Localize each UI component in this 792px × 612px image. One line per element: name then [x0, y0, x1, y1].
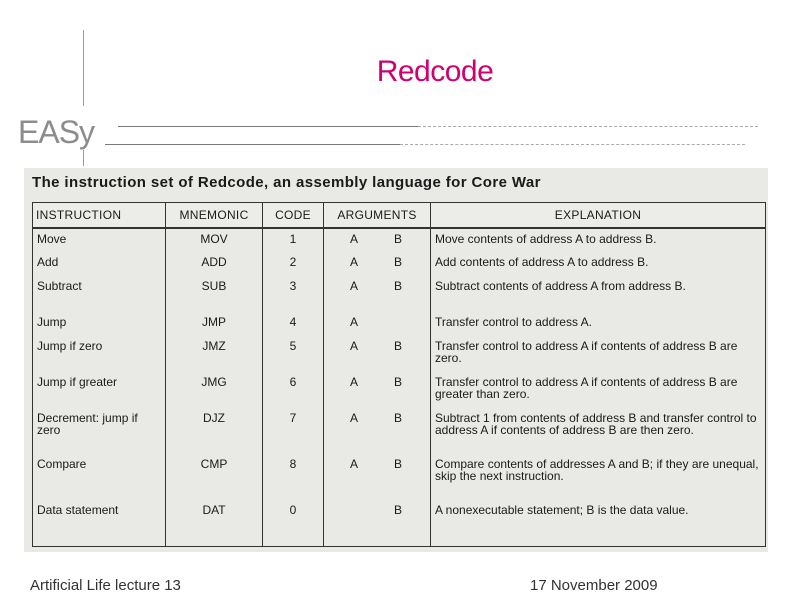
- cell-instruction: Data statement: [33, 500, 166, 546]
- cell-explanation: Move contents of address A to address B.: [431, 228, 766, 252]
- argument-b: B: [394, 279, 403, 293]
- col-mnemonic: MNEMONIC: [166, 203, 263, 229]
- easy-logo: EASy: [18, 114, 95, 150]
- arguments-pair: [328, 504, 426, 516]
- cell-instruction: Add: [33, 252, 166, 276]
- cell-code: 2: [263, 252, 324, 276]
- cell-mnemonic: DAT: [166, 500, 263, 546]
- argument-a: [350, 504, 360, 516]
- cell-arguments: [324, 276, 431, 312]
- argument-a: A: [350, 255, 359, 269]
- argument-b: B: [394, 457, 403, 471]
- arguments-pair: [328, 458, 426, 470]
- cell-explanation: Transfer control to address A if contents of address B are zero.: [431, 336, 766, 372]
- table-row: [33, 276, 766, 312]
- table-row: [33, 500, 766, 546]
- cell-instruction: Subtract: [33, 276, 166, 312]
- cell-explanation: Subtract contents of address A from address B.: [431, 276, 766, 312]
- cell-arguments: [324, 372, 431, 408]
- argument-a: A: [350, 375, 359, 389]
- cell-arguments: [324, 228, 431, 252]
- col-code: CODE: [263, 203, 324, 229]
- argument-b: B: [394, 375, 403, 389]
- cell-mnemonic: SUB: [166, 276, 263, 312]
- cell-code: 1: [263, 228, 324, 252]
- cell-instruction: Jump if greater: [33, 372, 166, 408]
- col-explanation: EXPLANATION: [431, 203, 766, 229]
- cell-code: 4: [263, 312, 324, 336]
- arguments-pair: [328, 340, 426, 352]
- arguments-pair: [328, 280, 426, 292]
- argument-a: A: [350, 232, 359, 246]
- cell-code: 0: [263, 500, 324, 546]
- cell-mnemonic: MOV: [166, 228, 263, 252]
- cell-instruction: Jump: [33, 312, 166, 336]
- argument-b: B: [394, 411, 403, 425]
- col-arguments: ARGUMENTS: [324, 203, 431, 229]
- cell-instruction: Compare: [33, 454, 166, 500]
- argument-b: B: [394, 232, 403, 246]
- cell-code: 7: [263, 408, 324, 454]
- cell-arguments: [324, 252, 431, 276]
- table-row: [33, 408, 766, 454]
- footer-lecture: Artificial Life lecture 13: [30, 577, 181, 594]
- cell-explanation: Transfer control to address A if contents of address B are greater than zero.: [431, 372, 766, 408]
- cell-arguments: [324, 336, 431, 372]
- cell-mnemonic: JMP: [166, 312, 263, 336]
- cell-mnemonic: DJZ: [166, 408, 263, 454]
- cell-arguments: [324, 454, 431, 500]
- header-rule-1-dashed: [418, 126, 758, 127]
- cell-mnemonic: JMG: [166, 372, 263, 408]
- argument-b: [394, 316, 404, 328]
- table-row: [33, 252, 766, 276]
- argument-b: B: [394, 255, 403, 269]
- header-divider-bottom: [83, 150, 84, 166]
- cell-mnemonic: JMZ: [166, 336, 263, 372]
- cell-mnemonic: ADD: [166, 252, 263, 276]
- argument-a: A: [350, 457, 359, 471]
- header-rule-1: [118, 126, 418, 127]
- cell-code: 3: [263, 276, 324, 312]
- cell-instruction: Move: [33, 228, 166, 252]
- table-row: [33, 228, 766, 252]
- argument-a: A: [350, 315, 359, 329]
- cell-explanation: Transfer control to address A.: [431, 312, 766, 336]
- argument-a: A: [350, 279, 359, 293]
- header-divider-top: [83, 30, 84, 106]
- cell-arguments: [324, 408, 431, 454]
- table-row: [33, 454, 766, 500]
- arguments-pair: [328, 316, 426, 328]
- cell-mnemonic: CMP: [166, 454, 263, 500]
- argument-b: B: [394, 503, 403, 517]
- scanned-table-image: [24, 168, 768, 552]
- cell-explanation: Add contents of address A to address B.: [431, 252, 766, 276]
- cell-explanation: Compare contents of addresses A and B; if they are unequal, skip the next instruction.: [431, 454, 766, 500]
- footer-date: 17 November 2009: [530, 577, 658, 594]
- cell-instruction: Decrement: jump if zero: [33, 408, 166, 454]
- cell-explanation: A nonexecutable statement; B is the data value.: [431, 500, 766, 546]
- arguments-pair: [328, 256, 426, 268]
- instruction-table: [32, 202, 766, 547]
- table-row: [33, 372, 766, 408]
- argument-b: B: [394, 339, 403, 353]
- cell-instruction: Jump if zero: [33, 336, 166, 372]
- header-rule-2-dashed: [400, 144, 745, 145]
- arguments-pair: [328, 412, 426, 424]
- cell-code: 6: [263, 372, 324, 408]
- arguments-pair: [328, 376, 426, 388]
- cell-explanation: Subtract 1 from contents of address B and transfer control to address A if contents of address B are then zero.: [431, 408, 766, 454]
- slide-title: Redcode: [376, 55, 494, 88]
- col-instruction: INSTRUCTION: [33, 203, 166, 229]
- argument-a: A: [350, 339, 359, 353]
- argument-a: A: [350, 411, 359, 425]
- cell-arguments: [324, 312, 431, 336]
- table-row: [33, 336, 766, 372]
- table-row: [33, 312, 766, 336]
- table-header-row: [33, 203, 766, 229]
- cell-code: 8: [263, 454, 324, 500]
- table-caption: The instruction set of Redcode, an assembly language for Core War: [32, 174, 541, 191]
- arguments-pair: [328, 233, 426, 245]
- cell-arguments: [324, 500, 431, 546]
- cell-code: 5: [263, 336, 324, 372]
- header-rule-2: [105, 144, 400, 145]
